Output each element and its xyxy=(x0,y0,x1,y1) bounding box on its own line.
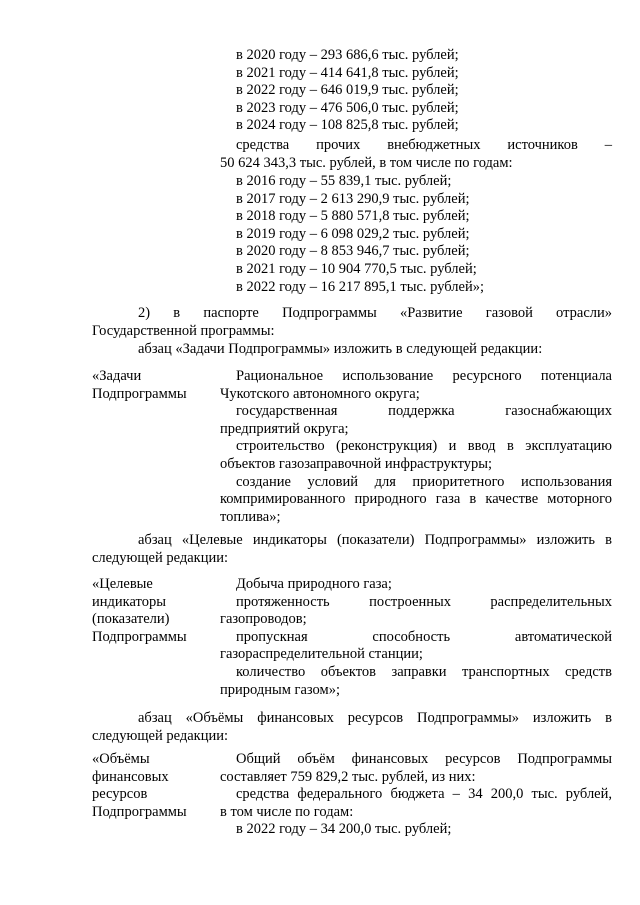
finance-line: в 2022 году – 34 200,0 тыс. рублей; xyxy=(236,821,452,838)
indicators-line: количество объектов заправки транспортных средств xyxy=(236,663,612,680)
extra-sources-paragraph xyxy=(220,137,612,172)
tasks-label xyxy=(92,368,217,403)
list-item: в 2023 году – 476 506,0 тыс. рублей; xyxy=(236,99,459,116)
indicators-label-line: индикаторы xyxy=(92,593,166,610)
indicators-line: газопроводов; xyxy=(220,611,307,628)
finance-intro xyxy=(92,710,612,745)
list-item: в 2020 году – 293 686,6 тыс. рублей; xyxy=(236,47,459,63)
indicators-intro-line-1: абзац «Целевые индикаторы (показатели) Подпрограммы» изложить в xyxy=(138,532,612,548)
tasks-intro-text: абзац «Задачи Подпрограммы» изложить в следующей редакции: xyxy=(138,341,543,357)
indicators-line: природным газом»; xyxy=(220,681,340,698)
finance-label-line: ресурсов xyxy=(92,786,148,803)
indicators-intro xyxy=(92,532,612,567)
list-item: в 2017 году – 2 613 290,9 тыс. рублей; xyxy=(236,190,470,207)
finance-line: средства федерального бюджета – 34 200,0 тыс. рублей, xyxy=(236,786,612,803)
finance-line: в том числе по годам: xyxy=(220,803,354,820)
finance-label-line: финансовых xyxy=(92,768,169,785)
tasks-line: государственная поддержка газоснабжающих xyxy=(236,403,612,420)
finance-intro-line-1: абзац «Объёмы финансовых ресурсов Подпрограммы» изложить в xyxy=(138,710,612,726)
intro-year-list xyxy=(236,47,616,135)
tasks-line: топлива»; xyxy=(220,508,281,525)
indicators-content xyxy=(220,576,612,699)
finance-intro-line-2: следующей редакции: xyxy=(92,727,229,744)
list-item: в 2024 году – 108 825,8 тыс. рублей; xyxy=(236,117,459,134)
indicators-label xyxy=(92,576,217,646)
tasks-line: объектов газозаправочной инфраструктуры; xyxy=(220,455,493,472)
item-2-line-1: 2) в паспорте Подпрограммы «Развитие газовой отрасли» xyxy=(138,305,612,321)
indicators-label-line: (показатели) xyxy=(92,611,170,628)
tasks-line: строительство (реконструкция) и ввод в эксплуатацию xyxy=(236,438,612,455)
tasks-line: предприятий округа; xyxy=(220,420,349,437)
item-2-line-2: Государственной программы: xyxy=(92,322,275,339)
finance-label xyxy=(92,751,217,821)
tasks-label-line: «Задачи xyxy=(92,368,142,384)
tasks-intro xyxy=(138,341,618,359)
finance-line: составляет 759 829,2 тыс. рублей, из них: xyxy=(220,768,476,785)
extra-year-list xyxy=(236,173,616,296)
finance-content xyxy=(220,751,612,839)
indicators-line: Добыча природного газа; xyxy=(236,576,392,592)
indicators-line: газораспределительной станции; xyxy=(220,646,423,663)
tasks-line: компримированного природного газа в качестве моторного xyxy=(220,491,612,508)
finance-label-line: «Объёмы xyxy=(92,751,150,767)
finance-line: Общий объём финансовых ресурсов Подпрограммы xyxy=(236,751,612,767)
tasks-label-line: Подпрограммы xyxy=(92,385,187,402)
list-item: в 2018 году – 5 880 571,8 тыс. рублей; xyxy=(236,208,470,225)
indicators-label-line: Подпрограммы xyxy=(92,628,187,645)
indicators-line: протяженность построенных распределительных xyxy=(236,593,612,610)
tasks-line: Рациональное использование ресурсного потенциала xyxy=(236,368,612,384)
indicators-line: пропускная способность автоматической xyxy=(236,628,612,645)
list-item: в 2021 году – 414 641,8 тыс. рублей; xyxy=(236,64,459,81)
list-item: в 2016 году – 55 839,1 тыс. рублей; xyxy=(236,173,452,189)
item-2-paragraph xyxy=(92,305,612,340)
indicators-label-line: «Целевые xyxy=(92,576,153,592)
list-item: в 2019 году – 6 098 029,2 тыс. рублей; xyxy=(236,225,470,242)
tasks-line: Чукотского автономного округа; xyxy=(220,385,420,402)
list-item: в 2022 году – 646 019,9 тыс. рублей; xyxy=(236,82,459,99)
list-item: в 2021 году – 10 904 770,5 тыс. рублей; xyxy=(236,260,477,277)
list-item: в 2020 году – 8 853 946,7 тыс. рублей; xyxy=(236,243,470,260)
extra-sources-line-1: средства прочих внебюджетных источников – xyxy=(236,137,612,153)
finance-label-line: Подпрограммы xyxy=(92,803,187,820)
tasks-content xyxy=(220,368,612,526)
list-item: в 2022 году – 16 217 895,1 тыс. рублей»; xyxy=(236,278,485,295)
extra-sources-line-2: 50 624 343,3 тыс. рублей, в том числе по годам: xyxy=(220,154,513,171)
tasks-line: создание условий для приоритетного использования xyxy=(236,473,612,490)
indicators-intro-line-2: следующей редакции: xyxy=(92,549,229,566)
